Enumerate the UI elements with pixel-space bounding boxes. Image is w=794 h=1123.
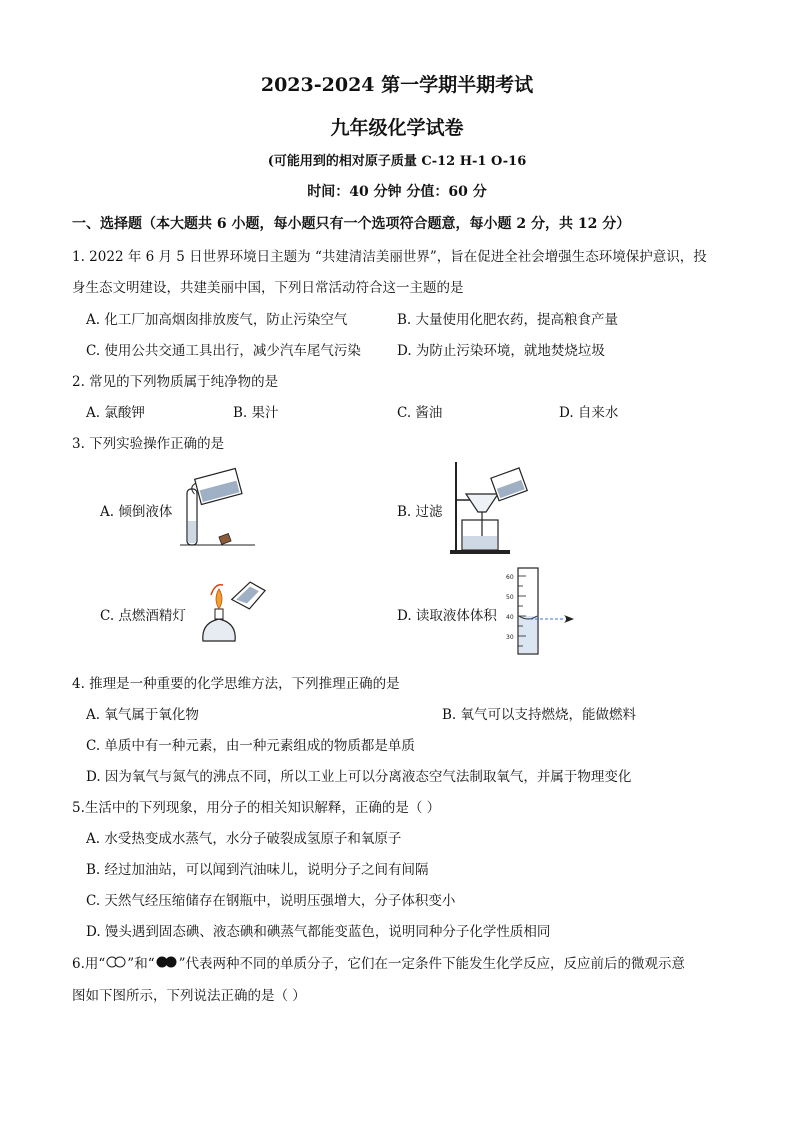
q2-option-d: D. 自来水 xyxy=(559,405,619,421)
q3-stem: 3. 下列实验操作正确的是 xyxy=(72,436,225,452)
atomic-masses: (可能用到的相对原子质量 C-12 H-1 O-16 xyxy=(267,154,527,169)
alcohol-lamp-figure xyxy=(195,575,275,655)
q1-option-d: D. 为防止污染环境，就地焚烧垃圾 xyxy=(397,343,605,359)
q4-stem: 4. 推理是一种重要的化学思维方法，下列推理正确的是 xyxy=(72,676,400,692)
eye-icon xyxy=(564,615,574,623)
q1-option-b: B. 大量使用化肥农药，提高粮食产量 xyxy=(397,312,619,328)
time-score: 时间：40 分钟 分值：60 分 xyxy=(307,184,487,200)
q6-stem-post: ”代表两种不同的单质分子，它们在一定条件下能发生化学反应，反应前后的微观示意 xyxy=(178,956,686,972)
q1-stem-line1: 1. 2022 年 6 月 5 日世界环境日主题为 “共建清洁美丽世界”，旨在促进全社会增强生态环境保护意识，投 xyxy=(72,249,707,265)
pouring-liquid-figure xyxy=(175,463,265,553)
q6-stem-mid: ”和“ xyxy=(127,956,155,972)
q4-option-b: B. 氧气可以支持燃烧，能做燃料 xyxy=(442,707,637,723)
white-molecule-icon xyxy=(106,956,126,968)
q4-option-c: C. 单质中有一种元素，由一种元素组成的物质都是单质 xyxy=(86,738,415,754)
q4-option-a: A. 氧气属于氧化物 xyxy=(86,707,199,723)
q6-stem-pre: 6.用“ xyxy=(72,956,106,972)
q5-option-c: C. 天然气经压缩储存在钢瓶中，说明压强增大，分子体积变小 xyxy=(86,893,456,909)
black-molecule-icon xyxy=(156,956,178,968)
cylinder-tick-label: 40 xyxy=(506,614,514,621)
filtration-figure xyxy=(440,458,535,558)
q1-option-a: A. 化工厂加高烟囱排放废气，防止污染空气 xyxy=(86,312,348,328)
q1-stem-line2: 身生态文明建设，共建美丽中国，下列日常活动符合这一主题的是 xyxy=(72,280,464,296)
q5-option-b: B. 经过加油站，可以闻到汽油味儿，说明分子之间有间隔 xyxy=(86,862,429,878)
graduated-cylinder-figure xyxy=(500,566,590,658)
q3-option-a: A. 倾倒液体 xyxy=(100,504,173,520)
q3-option-c: C. 点燃酒精灯 xyxy=(100,608,186,624)
q4-option-d: D. 因为氧气与氮气的沸点不同，所以工业上可以分离液态空气法制取氧气，并属于物理变化 xyxy=(86,769,632,785)
q5-stem: 5.生活中的下列现象，用分子的相关知识解释，正确的是（ ） xyxy=(72,800,441,816)
q2-option-b: B. 果汁 xyxy=(233,405,279,421)
cylinder-tick-label: 30 xyxy=(506,634,514,641)
q3-option-d: D. 读取液体体积 xyxy=(397,608,497,624)
cylinder-tick-label: 60 xyxy=(506,574,514,581)
q2-stem: 2. 常见的下列物质属于纯净物的是 xyxy=(72,374,279,390)
q3-option-b: B. 过滤 xyxy=(397,504,443,520)
q2-option-c: C. 酱油 xyxy=(397,405,443,421)
cylinder-tick-label: 50 xyxy=(506,594,514,601)
q5-option-a: A. 水受热变成水蒸气，水分子破裂成氢原子和氧原子 xyxy=(86,831,402,847)
exam-subtitle: 九年级化学试卷 xyxy=(330,117,464,139)
q5-option-d: D. 馒头遇到固态碘、液态碘和碘蒸气都能变蓝色，说明同种分子化学性质相同 xyxy=(86,924,551,940)
exam-title: 2023-2024 第一学期半期考试 xyxy=(260,74,534,96)
q2-option-a: A. 氯酸钾 xyxy=(86,405,145,421)
section-heading: 一、选择题（本大题共 6 小题，每小题只有一个选项符合题意，每小题 2 分，共 12 分） xyxy=(72,216,631,232)
q1-option-c: C. 使用公共交通工具出行，减少汽车尾气污染 xyxy=(86,343,361,359)
q6-stem-line1 xyxy=(72,952,685,972)
q6-stem-line2: 图如下图所示，下列说法正确的是（ ） xyxy=(72,988,306,1004)
